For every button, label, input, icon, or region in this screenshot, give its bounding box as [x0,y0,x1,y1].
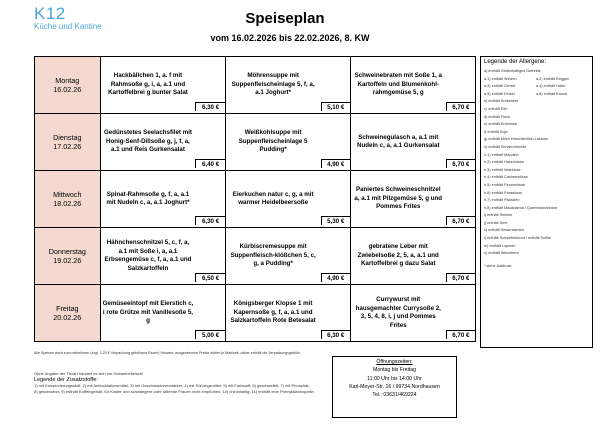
page-subtitle: vom 16.02.2026 bis 22.02.2026, 8. KW [210,33,370,43]
day-date: 16.02.26 [53,85,82,94]
allergen-row [484,98,589,106]
day-name: Freitag [56,304,79,313]
allergen-row [484,152,589,160]
allergen-entry: c) enthält Eier [484,106,508,111]
meal-price-cell [321,171,351,228]
day-name: Mittwoch [53,190,82,199]
meal-description: Spinat-Rahmsoße g, f, a, a.1 mit Nudeln c, a, a.1 Joghurt* [100,171,195,228]
meal-price-cell [446,57,476,114]
day-cell [35,285,101,342]
meal-price: 6,30 € [321,330,350,339]
allergen-row [484,235,589,243]
allergen-entry: a.5) enthält Dinkel [484,91,515,96]
allergen-row [484,129,589,137]
meal-description: Hackbällchen 1, a. f mit Rahmsoße g, i, a, a.1 und Kartoffelbrei g bunter Salat [100,57,195,114]
meal-description: Schweinebraten mit Soße 1, a Kartoffeln und Blumenkohl-rahmgemüse 5, g [350,57,445,114]
day-cell [35,228,101,285]
meal-price: 6,70 € [446,273,475,282]
additives-line-1: 1) mit Konservierungsstoff; 2) mit Antioxidationsmittel; 3) mit Geschmacksverstärker; 4) mit Süßungsmittel; 5) mit Farbstoff; 6) geschwefelt; 7) mit Phosphat; [34,383,310,388]
day-name: Montag [55,76,80,85]
allergen-entry: a.3) enthält Gerste [484,84,516,89]
allergen-entry: h.4) enthält Cashewnüsse [484,175,528,180]
meal-price: 6,30 € [195,102,224,111]
allergen-row [484,227,589,235]
meal-price-cell [195,114,225,171]
meal-price: 6,70 € [446,330,475,339]
meal-description: Königsberger Klopse 1 mit Kapernsoße g, f, a, a.1 und Salzkartoffeln Rote Betesalat [225,285,320,342]
meal-price: 4,90 € [321,273,350,282]
allergen-heading: Legende der Allergene: [484,59,547,65]
allergen-entry: a.1) enthält Weizen [484,76,517,81]
day-date: 17.02.26 [53,142,82,151]
logo-tagline: Küche und Kantine [34,22,102,31]
meal-price-cell [321,285,351,342]
allergen-entry: h.2) enthält Haselnüsse [484,160,524,165]
opening-days: Montag bis Freitag [373,367,416,374]
allergen-entry: g) enthält Milch einschließlich Laktose [484,137,548,142]
meal-description: Hähnchenschnitzel 5, c, f, a, a.1 mit Soße i, a, a.1 Erbsengemüse c, f, a, a.1 und Salzkartoffeln [100,228,195,285]
allergen-row [484,91,589,99]
opening-hours-heading: Öffnungszeiten: [376,359,413,365]
allergen-row [484,159,589,167]
logo-brand: K12 [34,4,66,23]
allergen-entry: n) enthält Weichtiere [484,251,519,256]
day-date: 19.02.26 [53,256,82,265]
allergen-row [484,182,589,190]
allergen-row [484,114,589,122]
meal-price: 5,00 € [195,330,224,339]
day-cell [35,171,101,228]
allergen-list [484,68,589,258]
meal-price: 6,40 € [195,159,224,168]
allergen-row [484,190,589,198]
allergen-row [484,220,589,228]
menu-row [35,171,476,228]
menu-row [35,57,476,114]
meal-price-cell [321,114,351,171]
menu-row [35,285,476,342]
day-date: 20.02.26 [53,313,82,322]
menu-row [35,228,476,285]
allergen-note: * siehe Aufdruck [484,263,512,268]
meal-price: 6,50 € [195,273,224,282]
allergen-entry: h) enthält Schalenfrüchte [484,144,527,149]
allergen-entry: e) enthält Erdnüsse [484,122,517,127]
meal-description: Schweinegulasch a, a.1 mit Nudeln c, a, a.1 Gurkensalat [350,114,445,171]
additives-notes [34,371,354,395]
takeaway-footnote: Alle Speisen auch zum mitnehmen (zzgl. 1,20 € Verpackung gebührpro Essen) Hinweis: ausgewiesene Preise dürfen je Mahlzeit, daher enthält die Verpackungsgebühr [34,351,301,355]
meal-price: 5,10 € [321,102,350,111]
company-logo [34,5,102,31]
meal-description: Eierkuchen natur c, g, a mit warmer Heidelbeersoße [225,171,320,228]
meal-price: 4,90 € [321,159,350,168]
meal-price: 6,70 € [446,216,475,225]
meal-price-cell [446,285,476,342]
meal-description: Weißkohlsuppe mit Suppenfleischeinlage 5 Pudding* [225,114,320,171]
additives-heading: Legende der Zusatzstoffe: [34,377,98,383]
allergen-entry: a) enthält Glutenhaltiges Getreide [484,69,541,73]
day-cell [35,57,101,114]
address: Karl-Meyer-Str. 16 / 99734 Nordhausen [349,383,440,390]
page-title: Speiseplan [245,10,325,27]
allergen-row [484,197,589,205]
day-cell [35,114,101,171]
meal-description: gebratene Leber mit Zwiebelsoße 2, 5, a, a.1 und Kartoffelbrei g dazu Salat [350,228,445,285]
day-name: Dienstag [53,133,82,142]
allergen-row [484,212,589,220]
allergen-entry: h.1) enthält Mandeln [484,152,519,157]
allergen-entry: b) enthält Krebstiere [484,99,519,104]
allergen-row [484,76,589,84]
allergen-entry: a.2) enthält Roggen [536,76,570,81]
allergen-entry: d) enthält Fisch [484,114,510,119]
meal-description: Currywurst mit hausgemachter Currysoße 2, 3, 5, 4, 8, i, j und Pommes Frites [350,285,445,342]
allergen-entry: i) enthält Sellerie [484,213,513,218]
allergen-entry: h.8) enthält Macadamia / Queenslandnüsse [484,205,558,210]
allergen-entry: k) enthält Sesamsamen [484,228,524,233]
meal-price: 6,70 € [446,159,475,168]
allergen-entry: h.3) enthält Walnüsse [484,167,521,172]
menu-table [34,56,476,342]
phone: Tel.: 03631/469224 [372,392,417,399]
allergen-row [484,250,589,258]
allergen-row [484,144,589,152]
allergen-row [484,243,589,251]
meal-price: 5,30 € [321,216,350,225]
meal-price: 6,30 € [195,216,224,225]
allergen-row [484,68,589,76]
meal-description: Kürbiscremesuppe mit Suppenfleisch-klößchen 5, c, g, a Pudding* [225,228,320,285]
allergen-entry: a.4) enthält Hafer [536,84,566,89]
allergen-row [484,136,589,144]
allergen-row [484,121,589,129]
meal-price-cell [321,57,351,114]
allergen-entry: m) enthält Lupinen [484,243,516,248]
allergen-entry: j) enthält Senf [484,220,508,225]
allergen-entry: f) enthält Soja [484,129,508,134]
meal-price-cell [446,171,476,228]
allergen-row [484,106,589,114]
meal-description: Paniertes Schweineschnitzel a, a.1 mit Pilzgemüse 5, g und Pommes Frites [350,171,445,228]
meal-price-cell [446,228,476,285]
allergen-row [484,83,589,91]
meal-description: Gemüseeintopf mit Eierstich c, i rote Grütze mit Vanillesoße 5, g [100,285,195,342]
meal-price: 6,70 € [446,102,475,111]
meal-price-cell [195,285,225,342]
additives-line-2: 8) geschwärzt; 9) enthält Koffeingehalt, für Kinder und schwangere oder stillende Frauen nicht empfohlen; 10) chininhaltig; 11) enthält eine Phenylalaninquelle; [34,389,315,394]
meal-price-cell [446,114,476,171]
opening-hours-box [332,356,457,418]
allergen-entry: l) enthält Schwefeldioxid / enthält Sulfite [484,236,552,241]
day-name: Donnerstag [48,247,86,256]
allergen-row [484,167,589,175]
meal-description: Möhrensuppe mit Suppenfleischeinlage 5, f, a, a.1 Joghurt* [225,57,320,114]
meal-price-cell [195,57,225,114]
meal-price-cell [195,171,225,228]
meal-description: Gedünstetes Seelachsfilet mit Honig-Senf-Dillsoße g, j, f, a, a.1 und Reis Gurkensalat [100,114,195,171]
meal-price-cell [321,228,351,285]
meat-note: Ohne Angabe der Tierart handelt es sich um Schweinefleisch! [34,371,144,376]
opening-time: 11:00 Uhr bis 14:00 Uhr [367,375,422,382]
allergen-entry: h.7) enthält Pistazien [484,198,520,203]
allergen-row [484,205,589,213]
menu-row [35,114,476,171]
day-date: 18.02.26 [53,199,82,208]
allergen-entry: a.6) enthält Kamut [536,91,568,96]
allergen-entry: h.5) enthält Pecannüsse [484,182,525,187]
allergen-row [484,174,589,182]
allergen-legend [480,56,593,348]
meal-price-cell [195,228,225,285]
allergen-entry: h.6) enthält Paranüsse [484,190,523,195]
